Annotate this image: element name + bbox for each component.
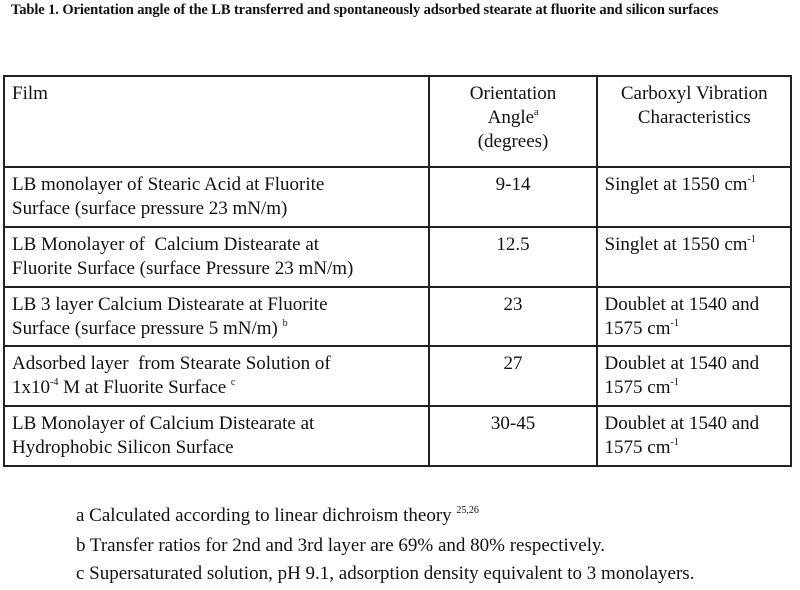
superscript: -1 — [670, 377, 679, 389]
footnote-a: a Calculated according to linear dichroism theory $^{25,26}$ — [76, 505, 479, 526]
film-line2: Hydrophobic Silicon Surface — [12, 437, 234, 459]
carboxyl-cell: Singlet at 1550 $cm^{-1}$ — [597, 167, 791, 227]
carboxyl-cell — [597, 287, 791, 347]
header-orientation-angle — [429, 76, 597, 167]
table-row — [4, 287, 791, 347]
film-cell — [4, 227, 429, 287]
superscript: -1 — [670, 317, 679, 329]
table-row — [4, 346, 791, 406]
header-carboxyl-line1: Carboxyl Vibration — [620, 83, 768, 104]
superscript: -1 — [747, 174, 756, 185]
header-angle-line1: Orientation — [469, 83, 557, 104]
header-angle-line2: Angle$^a$ — [487, 107, 539, 128]
superscript: -1 — [747, 233, 756, 245]
header-carboxyl-line2: Characteristics — [637, 107, 751, 128]
footnote-mark: b — [282, 317, 288, 329]
angle-cell: 9-14 — [429, 167, 597, 227]
table-row — [4, 227, 791, 287]
carboxyl-line1: Doublet at 1540 and — [604, 353, 760, 375]
film-line2: $1x10^{-4}$ M at Fluorite Surface $^c$ — [12, 377, 236, 399]
footnote-b: b Transfer ratios for 2nd and 3rd layer are 69% and 80% respectively. — [76, 535, 606, 556]
header-angle-footnote-mark: a — [534, 107, 539, 118]
film-line1: Adsorbed layer from Stearate Solution of — [12, 353, 331, 375]
film-line1: LB monolayer of Stearic Acid at Fluorite — [12, 174, 325, 195]
film-line1: LB Monolayer of Calcium Distearate at — [12, 233, 320, 255]
orientation-table — [3, 75, 792, 467]
footnote-mark: c — [230, 377, 236, 389]
footnote-a-refs: 25,26 — [456, 505, 479, 516]
exponent: -4 — [50, 377, 59, 389]
superscript: -1 — [670, 437, 679, 449]
carboxyl-line1: Doublet at 1540 and — [604, 293, 760, 315]
film-line1: LB 3 layer Calcium Distearate at Fluorite — [12, 293, 328, 315]
angle-cell: 12.5 — [429, 227, 597, 287]
angle-cell: 23 — [429, 287, 597, 347]
carboxyl-line2: 1575 $cm^{-1}$ — [604, 317, 679, 339]
angle-cell: 30-45 — [429, 406, 597, 466]
film-cell — [4, 287, 429, 347]
film-line1: LB Monolayer of Calcium Distearate at — [12, 413, 315, 435]
header-row — [4, 76, 791, 167]
header-carboxyl — [597, 76, 791, 167]
table-caption: Table 1. Orientation angle of the LB transferred and spontaneously adsorbed stearate at fluorite and silicon surfaces — [11, 2, 719, 18]
footnote-c: c Supersaturated solution, pH 9.1, adsorption density equivalent to 3 monolayers. — [76, 563, 695, 584]
carboxyl-cell: Singlet at 1550 $cm^{-1}$ — [597, 227, 791, 287]
header-film: Film — [4, 76, 429, 167]
carboxyl-cell — [597, 346, 791, 406]
table-row — [4, 167, 791, 227]
angle-cell: 27 — [429, 346, 597, 406]
film-cell — [4, 167, 429, 227]
film-cell — [4, 346, 429, 406]
carboxyl-line2: 1575 $cm^{-1}$ — [604, 437, 679, 459]
carboxyl-line1: Doublet at 1540 and — [604, 413, 760, 435]
film-line2: Surface (surface pressure 23 mN/m) — [12, 198, 288, 219]
carboxyl-line2: 1575 $cm^{-1}$ — [604, 377, 679, 399]
film-line2: Fluorite Surface (surface Pressure 23 mN/m) — [12, 257, 354, 279]
film-cell — [4, 406, 429, 466]
film-line2: Surface (surface pressure 5 mN/m) $^b$ — [12, 317, 288, 339]
header-angle-line3: (degrees) — [477, 131, 549, 152]
table-row — [4, 406, 791, 466]
carboxyl-cell — [597, 406, 791, 466]
